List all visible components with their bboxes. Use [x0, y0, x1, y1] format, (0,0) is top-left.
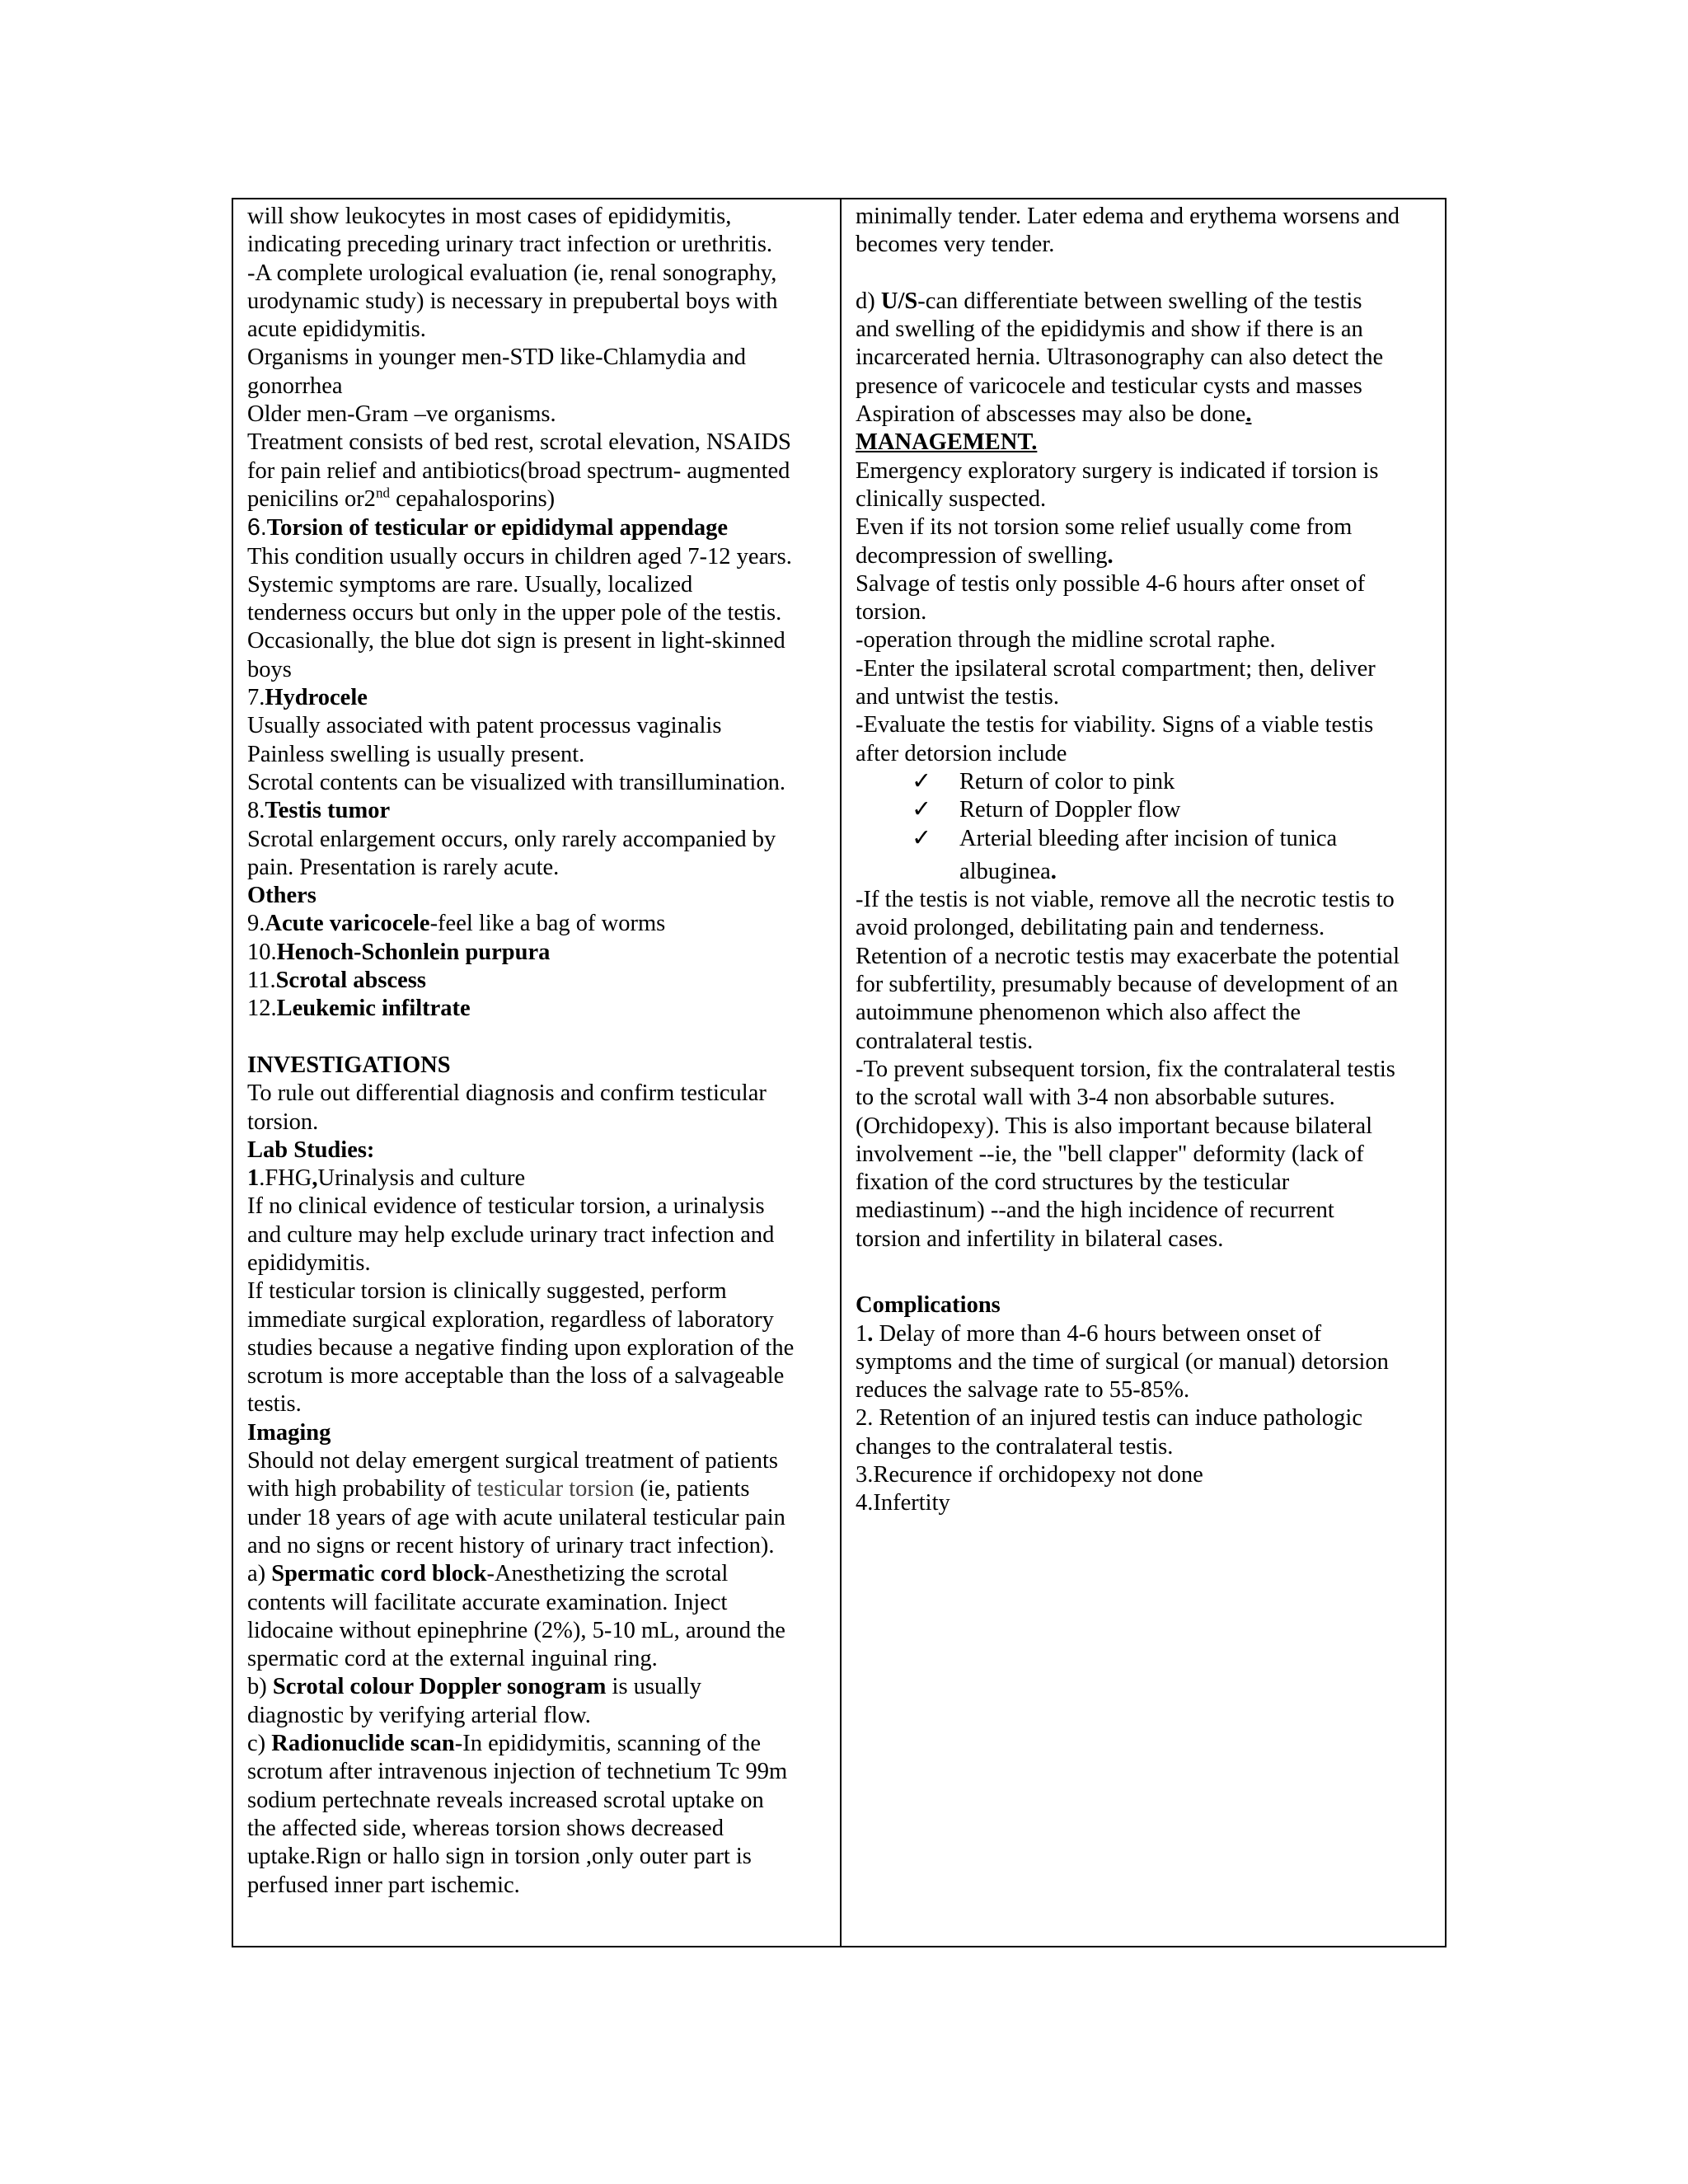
text-line: Treatment consists of bed rest, scrotal elevation, NSAIDS: [247, 429, 791, 456]
text-line: -If the testis is not viable, remove all the necrotic testis to: [856, 887, 1395, 913]
item-number: 1: [247, 1165, 260, 1192]
list-item: [856, 1320, 1432, 1348]
heading-number: 7.: [247, 685, 265, 711]
text-span: d): [856, 288, 881, 314]
text-line: fixation of the cord structures by the testicular: [856, 1169, 1290, 1196]
text-line: gonorrhea: [247, 373, 343, 399]
text-span: ,: [312, 1165, 318, 1192]
text-span: decompression of swelling: [856, 542, 1108, 569]
text-span: Delay of more than 4-6 hours between onset of: [873, 1320, 1322, 1347]
text-line: Systemic symptoms are rare. Usually, localized: [247, 571, 693, 598]
text-line: If no clinical evidence of testicular torsion, a urinalysis: [247, 1193, 765, 1220]
text-line: [247, 1475, 827, 1503]
text-line: and swelling of the epididymis and show if there is an: [856, 316, 1363, 343]
checklist-item: [856, 768, 1432, 796]
text-span: .FHG: [259, 1165, 312, 1192]
text-span: b): [247, 1674, 273, 1700]
list-item: 3.Recurence if orchidopexy not done: [856, 1462, 1203, 1488]
list-item: [247, 995, 827, 1023]
text-line: clinically suspected.: [856, 485, 1047, 512]
item-term: Spermatic cord block: [271, 1561, 487, 1587]
list-item: [247, 939, 827, 967]
text-line: -To prevent subsequent torsion, fix the contralateral testis: [856, 1056, 1395, 1082]
text-line: Salvage of testis only possible 4-6 hours after onset of: [856, 570, 1366, 597]
text-line: the affected side, whereas torsion shows decreased: [247, 1815, 724, 1841]
spacer: [247, 1024, 827, 1052]
text-span: Urinalysis and culture: [317, 1165, 526, 1192]
heading-number: 6.: [247, 514, 267, 541]
heading-text: Testis tumor: [265, 798, 391, 824]
text-line: autoimmune phenomenon which also affect the: [856, 1000, 1301, 1026]
text-line: becomes very tender.: [856, 232, 1055, 258]
item-term: U/S: [880, 288, 918, 314]
text-line: [856, 288, 1432, 316]
right-column: [842, 199, 1445, 1946]
list-item: [247, 967, 827, 995]
checklist-text: Return of Doppler flow: [959, 797, 1181, 823]
text-span: Aspiration of abscesses may also be done: [856, 401, 1246, 428]
heading-torsion-appendage: [247, 513, 827, 542]
text-line: Painless swelling is usually present.: [247, 741, 585, 767]
checkmark-icon: ✓: [912, 768, 931, 794]
checklist-text: Return of color to pink: [959, 768, 1175, 794]
text-line: torsion.: [856, 599, 927, 626]
text-span: albuginea: [959, 858, 1051, 884]
text-line: [856, 401, 1432, 429]
spacer: [856, 1254, 1432, 1282]
text-line: epididymitis.: [247, 1249, 371, 1276]
text-line: uptake.Rign or hallo sign in torsion ,only outer part is: [247, 1844, 752, 1870]
heading-complications: Complications: [856, 1292, 1001, 1319]
heading-investigations: INVESTIGATIONS: [247, 1052, 451, 1078]
text-line: Scrotal enlargement occurs, only rarely accompanied by: [247, 826, 776, 852]
item-term: Scrotal abscess: [275, 968, 426, 994]
text-line: diagnostic by verifying arterial flow.: [247, 1702, 591, 1728]
text-line: -Evaluate the testis for viability. Signs of a viable testis: [856, 712, 1374, 738]
text-span: with high probability of: [247, 1476, 477, 1502]
heading-text: Hydrocele: [265, 685, 368, 711]
text-line: Should not delay emergent surgical treatment of patients: [247, 1448, 778, 1474]
item-term: Scrotal colour Doppler sonogram: [272, 1674, 607, 1700]
list-item: 4.Infertity: [856, 1490, 950, 1516]
text-line: will show leukocytes in most cases of epididymitis,: [247, 204, 732, 229]
text-line: scrotum is more acceptable than the loss of a salvageable: [247, 1363, 785, 1390]
item-term: Henoch-Schonlein purpura: [276, 939, 551, 965]
checklist-item: [856, 825, 1432, 853]
text-line: -A complete urological evaluation (ie, renal sonography,: [247, 260, 777, 286]
text-line: to the scrotal wall with 3-4 non absorbable sutures.: [856, 1085, 1335, 1111]
heading-testis-tumor: [247, 797, 827, 825]
heading-management: MANAGEMENT.: [856, 429, 1038, 456]
item-number: 10.: [247, 939, 277, 965]
text-line: scrotum after intravenous injection of technetium Tc 99m: [247, 1759, 788, 1785]
text-line: sodium pertechnate reveals increased scrotal uptake on: [247, 1787, 764, 1813]
text-line: testis.: [247, 1391, 302, 1418]
text-span: .: [867, 1320, 874, 1347]
text-span: is usually: [606, 1674, 702, 1700]
item-number: 12.: [247, 996, 277, 1022]
text-line: under 18 years of age with acute unilateral testicular pain: [247, 1504, 785, 1530]
text-line: [247, 485, 827, 513]
text-span: -can differentiate between swelling of the testis: [917, 288, 1362, 314]
text-line: [856, 542, 1432, 570]
heading-text: Torsion of testicular or epididymal appendage: [266, 515, 729, 541]
text-line: changes to the contralateral testis.: [856, 1433, 1174, 1460]
left-column: [233, 199, 842, 1946]
item-term: Leukemic infiltrate: [276, 996, 471, 1022]
text-line: Even if its not torsion some relief usually come from: [856, 514, 1353, 541]
item-text: -feel like a bag of worms: [429, 911, 666, 937]
text-line: To rule out differential diagnosis and confirm testicular: [247, 1080, 767, 1107]
text-line: and culture may help exclude urinary tract infection and: [247, 1221, 775, 1248]
text-line: torsion.: [247, 1108, 319, 1135]
text-line: Older men-Gram –ve organisms.: [247, 401, 556, 428]
list-item: [247, 1165, 827, 1193]
text-line: and no signs or recent history of urinary tract infection).: [247, 1532, 775, 1558]
text-line: spermatic cord at the external inguinal ring.: [247, 1646, 658, 1672]
text-line: Retention of a necrotic testis may exacerbate the potential: [856, 943, 1400, 969]
text-line: Occasionally, the blue dot sign is present in light-skinned: [247, 628, 785, 654]
two-column-table: [232, 198, 1447, 1947]
heading-hydrocele: [247, 684, 827, 712]
text-line: reduces the salvage rate to 55-85%.: [856, 1377, 1190, 1404]
text-line: avoid prolonged, debilitating pain and tenderness.: [856, 915, 1325, 941]
text-line: If testicular torsion is clinically suggested, perform: [247, 1278, 727, 1305]
checkmark-icon: ✓: [912, 825, 931, 851]
item-term: Acute varicocele: [265, 911, 430, 937]
text-line: [247, 1560, 827, 1588]
spacer: [856, 260, 1432, 288]
text-line: Usually associated with patent processus vaginalis: [247, 713, 722, 739]
text-span: .: [1107, 542, 1114, 569]
checklist-text: Arterial bleeding after incision of tunica: [959, 825, 1338, 851]
text-line: tenderness occurs but only in the upper pole of the testis.: [247, 600, 782, 626]
text-line: for subfertility, presumably because of development of an: [856, 972, 1399, 998]
text-line: symptoms and the time of surgical (or manual) detorsion: [856, 1348, 1389, 1375]
item-number: 11.: [247, 968, 276, 994]
item-term: Radionuclide scan: [271, 1731, 455, 1757]
checklist-text-continued: [856, 853, 1432, 886]
text-span: c): [247, 1731, 272, 1757]
text-line: pain. Presentation is rarely acute.: [247, 854, 560, 880]
checkmark-icon: ✓: [912, 797, 931, 823]
text-line: acute epididymitis.: [247, 316, 426, 343]
heading-lab-studies: Lab Studies:: [247, 1137, 375, 1163]
text-span: .: [1050, 858, 1057, 884]
text-line: [247, 1673, 827, 1701]
heading-number: 8.: [247, 798, 265, 824]
text-line: incarcerated hernia. Ultrasonography can also detect the: [856, 344, 1384, 371]
list-item: 2. Retention of an injured testis can induce pathologic: [856, 1405, 1362, 1432]
text-span: (ie, patients: [634, 1476, 750, 1502]
text-line: after detorsion include: [856, 740, 1067, 766]
text-line: urodynamic study) is necessary in prepubertal boys with: [247, 288, 778, 314]
text-line: studies because a negative finding upon exploration of the: [247, 1334, 795, 1361]
text-span: cepahalosporins): [389, 485, 556, 512]
text-line: Emergency exploratory surgery is indicated if torsion is: [856, 457, 1379, 484]
text-line: for pain relief and antibiotics(broad spectrum- augmented: [247, 457, 790, 484]
heading-imaging: Imaging: [247, 1419, 331, 1446]
text-line: (Orchidopexy). This is also important because bilateral: [856, 1113, 1373, 1139]
text-line: torsion and infertility in bilateral cases.: [856, 1226, 1224, 1252]
testicular-torsion-link[interactable]: testicular torsion: [476, 1476, 635, 1502]
text-line: -Enter the ipsilateral scrotal compartment; then, deliver: [856, 655, 1376, 682]
text-line: This condition usually occurs in children aged 7-12 years.: [247, 543, 792, 569]
item-number: 9.: [247, 911, 265, 937]
heading-others: Others: [247, 883, 316, 909]
text-line: mediastinum) --and the high incidence of recurrent: [856, 1197, 1334, 1224]
list-item: [247, 910, 827, 938]
text-line: and untwist the testis.: [856, 684, 1059, 710]
checklist-item: [856, 796, 1432, 824]
text-line: contralateral testis.: [856, 1028, 1034, 1054]
text-span: .: [1245, 401, 1252, 428]
text-line: [247, 1730, 827, 1758]
text-line: contents will facilitate accurate examination. Inject: [247, 1589, 728, 1615]
text-span: penicilins or2: [247, 485, 376, 512]
text-line: Organisms in younger men-STD like-Chlamydia and: [247, 344, 746, 371]
text-line: indicating preceding urinary tract infection or urethritis.: [247, 232, 773, 258]
text-line: presence of varicocele and testicular cysts and masses: [856, 373, 1362, 399]
text-span: -In epididymitis, scanning of the: [454, 1731, 762, 1757]
text-line: Scrotal contents can be visualized with transillumination.: [247, 769, 785, 795]
text-line: -operation through the midline scrotal raphe.: [856, 627, 1276, 654]
text-line: involvement --ie, the "bell clapper" deformity (lack of: [856, 1141, 1364, 1167]
text-span: -Anesthetizing the scrotal: [486, 1561, 729, 1587]
text-line: lidocaine without epinephrine (2%), 5-10 mL, around the: [247, 1617, 785, 1643]
text-line: boys: [247, 656, 292, 682]
text-line: perfused inner part ischemic.: [247, 1872, 520, 1898]
text-line: minimally tender. Later edema and erythema worsens and: [856, 204, 1400, 229]
superscript: nd: [375, 485, 390, 501]
text-span: a): [247, 1561, 272, 1587]
item-number: 1: [856, 1320, 868, 1347]
text-line: immediate surgical exploration, regardless of laboratory: [247, 1306, 774, 1333]
